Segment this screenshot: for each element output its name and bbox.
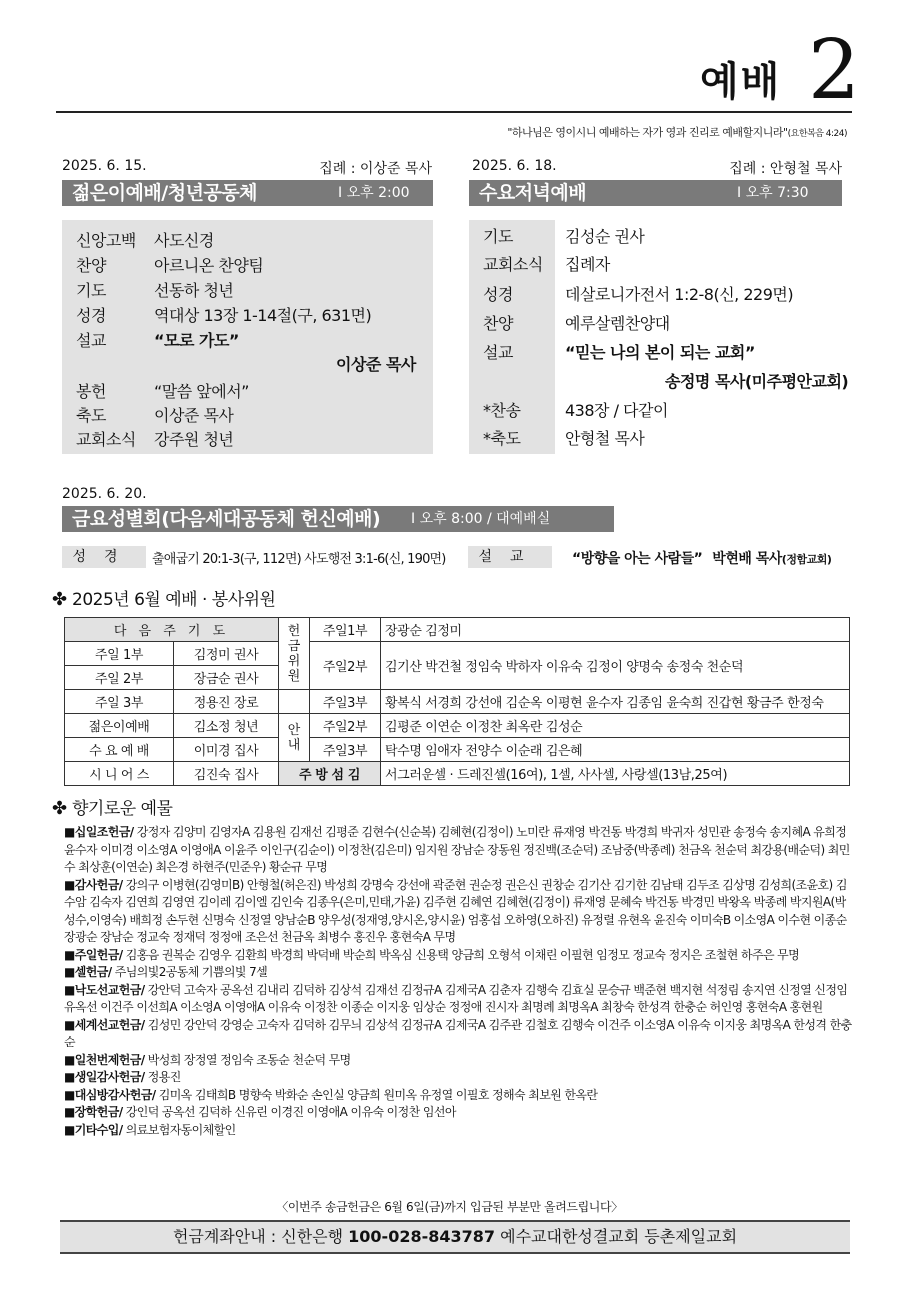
fri-date: 2025. 6. 20. bbox=[62, 486, 147, 502]
account-banner bbox=[60, 1220, 850, 1254]
wed-date: 2025. 6. 18. bbox=[472, 158, 557, 174]
fri-sermon-title: “방향을 아는 사람들” bbox=[572, 551, 703, 567]
youth-date: 2025. 6. 15. bbox=[62, 158, 147, 174]
list-item: ■일천번제헌금/ 박성희 장정열 정임숙 조동순 천순덕 무명 bbox=[64, 1052, 351, 1067]
clover-icon: ✤ bbox=[52, 798, 67, 819]
list-item: ■대심방감사헌금/ 김미옥 김태희B 명향숙 박화순 손인실 양금희 원미옥 유정열 이필호 정해숙 최보원 한옥란 bbox=[64, 1087, 598, 1102]
page-title: 예배 bbox=[700, 59, 782, 105]
wed-officiant: 집례 : 안형철 목사 bbox=[729, 161, 842, 177]
guide-service: 주일2부 bbox=[310, 714, 381, 738]
prayer-service: 주일 3부 bbox=[65, 690, 174, 714]
youth-time: I 오후 2:00 bbox=[338, 185, 410, 201]
prayer-name: 김진숙 집사 bbox=[174, 762, 279, 786]
fri-scripture: 출애굽기 20:1-3(구, 112면) 사도행전 3:1-6(신, 190면) bbox=[152, 552, 446, 567]
youth-officiant: 집례 : 이상준 목사 bbox=[319, 161, 432, 177]
offering-label: 헌금위원 bbox=[279, 618, 310, 690]
guide-names: 김평준 이연순 이정찬 최옥란 김성순 bbox=[381, 714, 850, 738]
youth-program: 신앙고백 사도신경 찬양 아르니온 찬양팀 기도 선동하 청년 성경 역대상 13장 1-14절(구, 631면) 설교 “모로 가도” 이상준 목사 봉헌 “말씀 앞에서” 축도 이상준 목사 교회소식 강주원 청년 bbox=[62, 220, 433, 454]
list-item: ■세계선교헌금/ 김성민 강안덕 강영순 고숙자 김덕하 김무늬 김상석 김정규A 김제국A 김주관 김철호 김행숙 이건주 이소영A 이유숙 이지웅 최명옥A 한성격 한충순 bbox=[64, 1017, 852, 1049]
offering-service: 주일3부 bbox=[310, 690, 381, 714]
table-row bbox=[65, 690, 850, 714]
fri-preacher-church: (정함교회) bbox=[781, 553, 832, 566]
prayer-header: 다 음 주 기 도 bbox=[65, 618, 279, 642]
list-item: ■낙도선교헌금/ 강안덕 고숙자 공옥선 김내리 김덕하 김상석 김재선 김정규A 김제국A 김춘자 김행숙 김효실 문승규 백준현 백지현 석정림 송지연 신정열 신정임 유옥선 이건주 이선희A 이소영A 이영애A 이유숙 이정찬 이종순 이지웅 임상순 정정애 진시자 최명례 최명옥A 최창숙 한성격 한충순 허인영 홍현숙A 홍현원 bbox=[64, 982, 848, 1014]
fri-time: I 오후 8:00 / 대예배실 bbox=[411, 511, 551, 527]
list-item: ■기타수입/ 의료보험자동이체할인 bbox=[64, 1122, 236, 1137]
youth-title: 젊은이예배/청년공동체 bbox=[72, 182, 257, 204]
fri-sermon-label: 설교 bbox=[468, 546, 552, 568]
prayer-name: 이미경 집사 bbox=[174, 738, 279, 762]
wed-program-rows: 기도 김성순 권사 교회소식 집례자 성경 데살로니가전서 1:2-8(신, 229면) 찬양 예루살렘찬양대 설교 “믿는 나의 본이 되는 교회” 송정명 목사(미주평안교회) *찬송 438장 / 다같이 *축도 안형철 목사 bbox=[483, 227, 849, 448]
offerings-heading: ✤ 향기로운 예물 bbox=[52, 798, 173, 819]
prayer-service: 수 요 예 배 bbox=[65, 738, 174, 762]
list-item: ■감사헌금/ 강의구 이병현(김영미B) 안형철(허은진) 박성희 강명숙 강선애 곽준현 권순정 권은신 권창순 김기산 김기한 김남태 김두조 김상명 김성희(조윤호) 김수암 김숙자 김연희 김영연 김이레 김이엘 김인숙 김종우(은미,민태,가윤) 김주현 김혜연 김혜현(김정이) 류재영 문혜숙 박건동 박경민 박왕옥 박종례 박지원A(박성수,이영숙) 배희정 손두현 신명숙 신정열 양남순B 양우성(정재영,양시온,양시윤) 엄홍섭 오하영(오하진) 유정렬 유현옥 윤진숙 이미숙B 이소영A 이수현 이종순 장광순 장남순 정교숙 정재덕 정정애 조은선 천금옥 최병수 홍진우 홍현숙A 무명 bbox=[64, 877, 847, 944]
prayer-service: 주일 1부 bbox=[65, 642, 174, 666]
wed-time: I 오후 7:30 bbox=[737, 185, 809, 201]
account-number: 100-028-843787 bbox=[348, 1227, 496, 1246]
wed-title-band bbox=[469, 180, 842, 206]
offering-names: 황복식 서경희 강선애 김순옥 이평현 윤수자 김종임 윤숙희 진갑현 황금주 한정숙 bbox=[381, 690, 850, 714]
wed-title: 수요저녁예배 bbox=[479, 182, 587, 204]
guide-label: 안내 bbox=[279, 714, 310, 762]
prayer-name: 김정미 권사 bbox=[174, 642, 279, 666]
offering-names: 장광순 김정미 bbox=[381, 618, 850, 642]
table-row bbox=[65, 738, 850, 762]
table-row bbox=[65, 642, 850, 666]
offerings-list bbox=[64, 824, 854, 1139]
fri-preacher: 박현배 목사 bbox=[712, 551, 782, 567]
prayer-service: 젊은이예배 bbox=[65, 714, 174, 738]
fri-title: 금요성별회(다음세대공동체 헌신예배) bbox=[72, 508, 381, 530]
prayer-service: 시 니 어 스 bbox=[65, 762, 174, 786]
table-row bbox=[65, 618, 850, 642]
list-item: ■장학헌금/ 강인덕 공옥선 김덕하 신유린 이경진 이영애A 이유숙 이정찬 임선아 bbox=[64, 1105, 456, 1119]
clover-icon: ✤ bbox=[52, 589, 67, 610]
prayer-name: 정용진 장로 bbox=[174, 690, 279, 714]
table-row bbox=[65, 714, 850, 738]
offering-service: 주일2부 bbox=[310, 642, 381, 690]
guide-names: 탁수명 임애자 전양수 이순래 김은혜 bbox=[381, 738, 850, 762]
offering-names: 김기산 박건철 정임숙 박하자 이유숙 김정이 양명숙 송정숙 천순덕 bbox=[381, 642, 850, 690]
offering-label-cont bbox=[279, 690, 310, 714]
fri-scripture-label: 성경 bbox=[62, 546, 146, 568]
header-rule bbox=[56, 111, 852, 113]
offerings-note: 〈이번주 송금헌금은 6월 6일(금)까지 입금된 부분만 올려드립니다〉 bbox=[276, 1200, 623, 1214]
cleaning-names: 서그러운셀 · 드레진셀(16여), 1셀, 사사셀, 사랑셀(13남,25여) bbox=[381, 762, 850, 786]
prayer-name: 장금순 권사 bbox=[174, 666, 279, 690]
header-quote: "하나님은 영이시니 예배하는 자가 영과 진리로 예배할지니라"(요한복음 4:24) bbox=[507, 126, 847, 139]
list-item: ■십일조헌금/ 강정자 김양미 김영자A 김용원 김재선 김평준 김현수(신순복) 김혜현(김정이) 노미란 류재영 박건동 박경희 박귀자 성민관 송정숙 송지혜A 유희정 윤수자 이미경 이소영A 이영애A 이윤주 이인구(김순이) 이정찬(김은미) 임지원 장남순 장동원 정진백(조순덕) 조남중(박종례) 천금옥 천순덕 최강용(배순덕) 최민수 최상훈(이연순) 최은경 하현주(민준우) 황순규 무명 bbox=[64, 825, 850, 874]
table-row bbox=[65, 762, 850, 786]
volunteers-heading: ✤ 2025년 6월 예배 · 봉사위원 bbox=[52, 589, 276, 610]
fri-title-band bbox=[62, 506, 614, 532]
cleaning-label: 주 방 섬 김 bbox=[279, 762, 381, 786]
account-holder: 예수교대한성결교회 등촌제일교회 bbox=[495, 1227, 738, 1246]
list-item: ■생일감사헌금/ 정용진 bbox=[64, 1070, 181, 1084]
page-number: 2 bbox=[808, 23, 861, 118]
youth-title-band bbox=[62, 180, 433, 206]
list-item: ■주일헌금/ 김홍음 권복순 김영우 김환희 박경희 박덕배 박순희 박옥심 신용택 양금희 오형석 이채린 이필현 임정모 정교숙 정지은 조철현 하주은 무명 bbox=[64, 947, 800, 962]
prayer-service: 주일 2부 bbox=[65, 666, 174, 690]
account-label: 헌금계좌안내 : 신한은행 bbox=[172, 1227, 349, 1246]
list-item: ■셀헌금/ 주님의빛2공동체 기쁨의빛 7셀 bbox=[64, 965, 268, 979]
volunteers-table bbox=[64, 617, 850, 786]
prayer-name: 김소정 청년 bbox=[174, 714, 279, 738]
offering-service: 주일1부 bbox=[310, 618, 381, 642]
guide-service: 주일3부 bbox=[310, 738, 381, 762]
fri-sermon bbox=[572, 548, 831, 568]
